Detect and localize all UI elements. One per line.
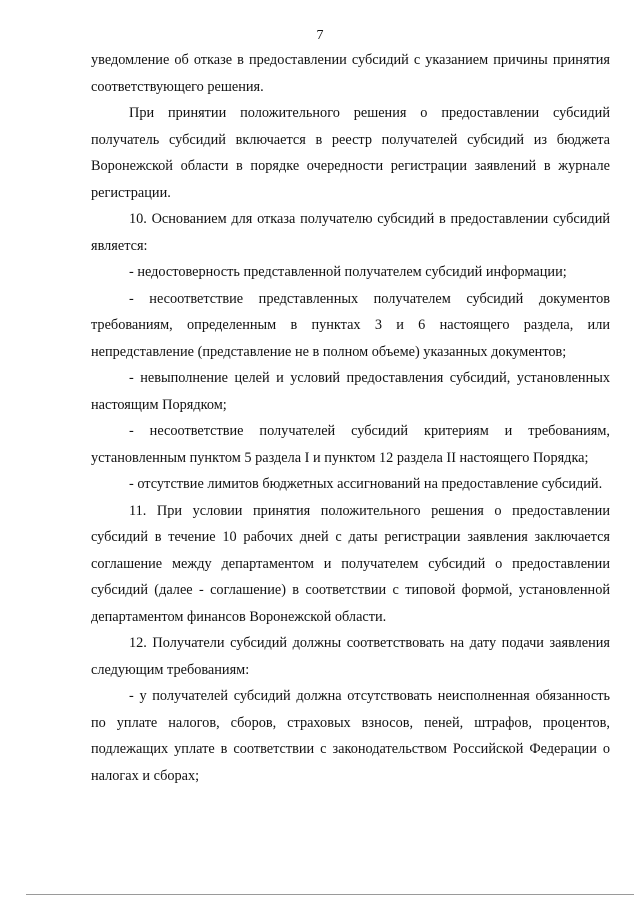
paragraph-11: - у получателей субсидий должна отсутствовать неисполненная обязанность по уплате налогов, сборов, страховых взносов, пеней, штрафов, процентов, подлежащих уплате в соответствии с законодательством Российской Федерации о налогах и сборах;	[91, 688, 610, 784]
paragraph-6: - невыполнение целей и условий предоставления субсидий, установленных настоящим Порядком;	[91, 370, 610, 413]
document-body	[91, 47, 610, 789]
page-bottom-edge	[26, 894, 634, 895]
paragraph-3: 10. Основанием для отказа получателю субсидий в предоставлении субсидий является:	[91, 211, 610, 254]
page-number: 7	[316, 28, 324, 43]
paragraph-4: - недостоверность представленной получателем субсидий информации;	[129, 264, 567, 280]
paragraph-2: При принятии положительного решения о предоставлении субсидий получатель субсидий включается в реестр получателей субсидий из бюджета Воронежской области в порядке очередности регистрации заявлений в журнале регистрации.	[91, 105, 610, 201]
paragraph-10: 12. Получатели субсидий должны соответствовать на дату подачи заявления следующим требованиям:	[91, 635, 610, 678]
paragraph-9: 11. При условии принятия положительного решения о предоставлении субсидий в течение 10 рабочих дней с даты регистрации заявления заключается соглашение между департаментом и получателем субсидий о предоставлении субсидий (далее - соглашение) в соответствии с типовой формой, установленной департаментом финансов Воронежской области.	[91, 502, 610, 625]
paragraph-1: уведомление об отказе в предоставлении субсидий с указанием причины принятия соответствующего решения.	[91, 52, 610, 95]
paragraph-5: - несоответствие представленных получателем субсидий документов требованиям, определенным в пунктах 3 и 6 настоящего раздела, или непредставление (представление не в полном объеме) указанных документов;	[91, 290, 610, 360]
paragraph-8: - отсутствие лимитов бюджетных ассигнований на предоставление субсидий.	[129, 476, 603, 492]
paragraph-7: - несоответствие получателей субсидий критериям и требованиям, установленным пунктом 5 раздела I и пунктом 12 раздела II настоящего Порядка;	[91, 423, 610, 466]
